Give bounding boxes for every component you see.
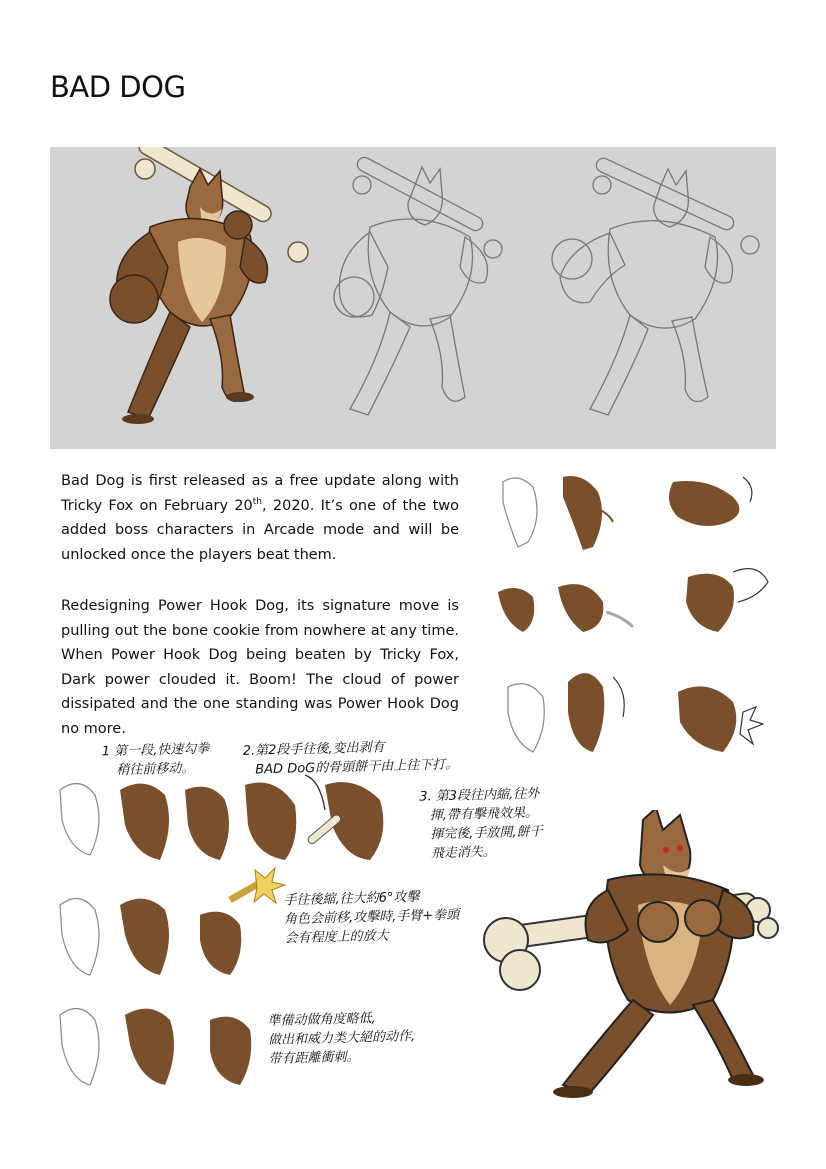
final-dog-illustration [468, 810, 788, 1110]
intro-paragraph [61, 469, 459, 567]
move-note-2-line-2: BAD DoG的骨頭餅干由上往下打。 [255, 757, 459, 778]
move-note-3-line-3: 揮完後,手放開,餅干 [430, 824, 543, 843]
move-note-5-line-3: 带有距離衝刺。 [268, 1049, 360, 1067]
intro-text-start: Bad Dog is first released as a free update along with Tricky Fox on February 20 [61, 473, 459, 514]
move-note-2-line-1: 2.第2段手往後,变出剥有 [242, 740, 385, 759]
move-note-5 [267, 1008, 416, 1069]
move-row-1 [60, 775, 383, 860]
move-note-4-line-3: 会有程度上的放大 [284, 928, 389, 947]
move-note-3-line-1: 3. 第3段往内縮,往外 [419, 786, 540, 805]
move-note-2 [243, 736, 459, 780]
pose-silhouettes-grid [488, 462, 788, 762]
move-note-4-line-2: 角色会前移,攻擊時,手臂+拳頭 [283, 907, 460, 928]
move-note-1-line-1: 1 第一段,快速勾拳 [101, 741, 210, 760]
concept-banner [50, 147, 776, 449]
pose-row-3 [508, 673, 763, 752]
redesign-paragraph: Redesigning Power Hook Dog, its signature move is pulling out the bone cookie from nowhere at any time. When Power Hook Dog being beaten by Tricky Fox, Dark power clouded it. Boom! The cloud of power dissipated and the one standing was Power Hook Dog no more. [61, 598, 459, 737]
concept-figures [50, 147, 776, 449]
move-note-3-line-4: 飛走消失。 [430, 844, 496, 862]
pose-row-2 [498, 569, 768, 632]
move-note-5-line-2: 做出和威力类大絕的动作, [267, 1029, 416, 1048]
move-note-4 [283, 887, 460, 949]
sketch-dog-figure-2 [552, 156, 759, 415]
pose-row-1 [503, 476, 752, 550]
move-row-2 [60, 868, 285, 975]
colored-dog-figure [110, 147, 308, 424]
move-note-1 [102, 740, 211, 781]
move-row-3 [60, 1009, 251, 1085]
sketch-dog-figure-1 [334, 155, 502, 415]
intro-text-end: , 2020. It’s one of the two added boss characters in Arcade mode and will be unlocked once the players beat them. [61, 497, 459, 563]
move-note-3-line-2: 揮,帶有擊飛效果。 [429, 805, 539, 824]
page-title: BAD DOG [50, 70, 186, 104]
move-note-4-line-1: 手往後縮,往大約6°攻擊 [283, 889, 420, 909]
move-note-5-line-1: 準備动做角度略低, [267, 1011, 376, 1029]
date-suffix: th [252, 496, 263, 507]
move-note-1-line-2: 稍往前移动。 [116, 760, 195, 779]
